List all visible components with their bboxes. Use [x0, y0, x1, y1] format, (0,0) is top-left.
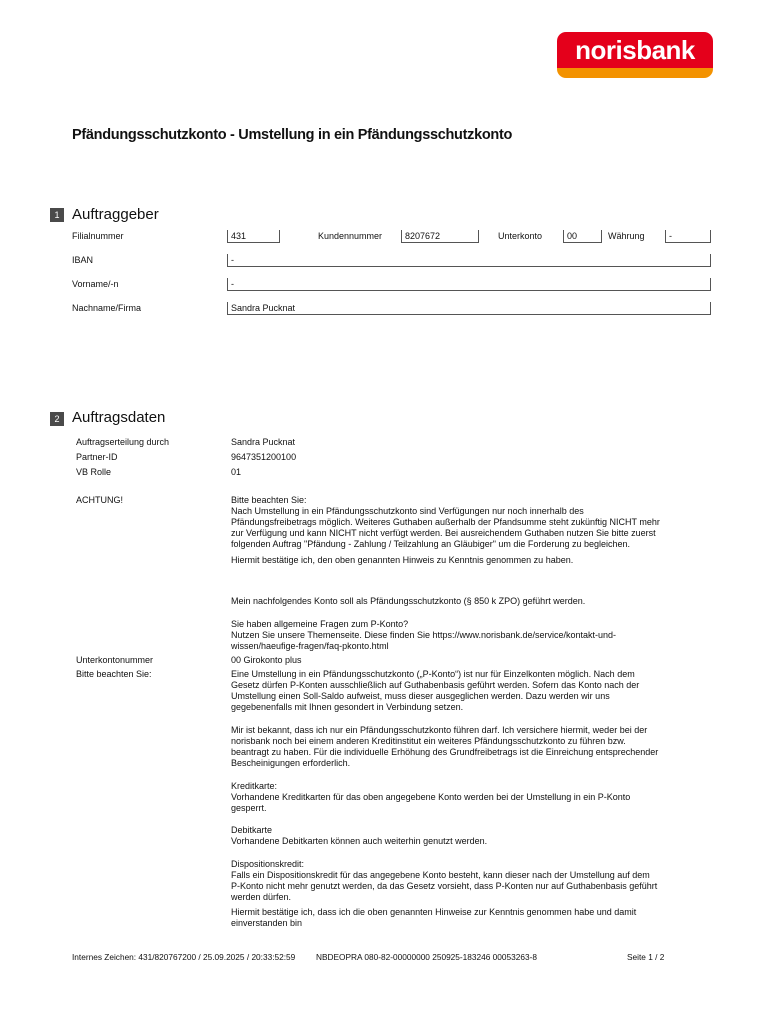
debitkarte-text: Debitkarte Vorhandene Debitkarten können auch weiterhin genutzt werden. — [231, 825, 488, 846]
partner-id-label: Partner-ID — [76, 452, 118, 462]
confirm-notice-2: Hiermit bestätige ich, dass ich die oben genannten Hinweise zur Kenntnis genommen habe und damit einverstanden bin — [231, 907, 637, 928]
footer-internal: Internes Zeichen: 431/820767200 / 25.09.2025 / 20:33:52:59 — [72, 952, 296, 962]
vb-rolle-value: 01 — [231, 467, 242, 477]
achtung-text: Bitte beachten Sie: Nach Umstellung in ein Pfändungsschutzkonto sind Verfügungen nur noch innerhalb des Pfändungsfreibetrags möglich. Weiteres Guthaben außerhalb der Pfandsumme steht zukünftig NICHT mehr zur Verfügung und kann NICHT nicht verfügt werden. Bei ausreichendem Guthaben nutzen Sie bitte zuerst folgenden Auftrag "Pfändung - Zahlung / Teilzahlung an Gläubiger" um die Forderung zu begleichen. — [231, 495, 660, 549]
unterkontonummer-value: 00 Girokonto plus — [231, 655, 302, 665]
filialnummer-field[interactable]: 431 — [227, 230, 280, 243]
confirm-notice-1: Hiermit bestätige ich, den oben genannten Hinweis zu Kenntnis genommen zu haben. — [231, 555, 574, 565]
vb-rolle-label: VB Rolle — [76, 467, 112, 477]
section-2-title: Auftragsdaten — [72, 409, 166, 426]
konto-statement: Mein nachfolgendes Konto soll als Pfändungsschutzkonto (§ 850 k ZPO) geführt werden. — [231, 596, 586, 606]
auftragserteilung-value: Sandra Pucknat — [231, 437, 296, 447]
versicherung-text: Mir ist bekannt, dass ich nur ein Pfändungsschutzkonto führen darf. Ich versichere hiermit, weder bei der norisbank noch bei einem anderen Kreditinstitut ein weiteres Pfändungsschutzkonto zu führen bzw. beantragt zu haben. Für die individuelle Erhöhung des Grundfreibetrags ist die Einreichung entsprechender Bescheinigungen erforderlich. — [231, 725, 659, 768]
logo-orange-bar — [557, 68, 713, 78]
iban-label: IBAN — [72, 255, 94, 265]
section-1-number: 1 — [50, 208, 64, 222]
iban-field[interactable]: - — [227, 254, 711, 267]
bitte-beachten-text: Eine Umstellung in ein Pfändungsschutzkonto („P-Konto“) ist nur für Einzelkonten möglich. Nach dem Gesetz dürfen P-Konten ausschließlich auf Guthabenbasis geführt werden. Sofern das Konto nach der Umstellung einen Soll-Saldo aufweist, muss dieser ausgeglichen werden. Dazu werden wir uns gegebenenfalls mit Ihnen gesondert in Verbindung setzen. — [231, 669, 640, 712]
norisbank-logo — [557, 32, 713, 78]
vorname-label: Vorname/-n — [72, 279, 119, 289]
document-title: Pfändungsschutzkonto - Umstellung in ein Pfändungsschutzkonto — [72, 127, 513, 143]
nachname-field[interactable]: Sandra Pucknat — [227, 302, 711, 315]
kreditkarte-text: Kreditkarte: Vorhandene Kreditkarten für das oben angegebene Konto werden bei der Umstellung in ein P-Konto gesperrt. — [231, 781, 631, 813]
footer-page-number: Seite 1 / 2 — [627, 952, 665, 962]
logo-text: norisbank — [575, 35, 695, 65]
footer-code: NBDEOPRA 080-82-00000000 250925-183246 00053263-8 — [316, 952, 537, 962]
kundennummer-label: Kundennummer — [318, 231, 383, 241]
section-2-number: 2 — [50, 412, 64, 426]
waehrung-field[interactable]: - — [665, 230, 711, 243]
achtung-label: ACHTUNG! — [76, 495, 123, 505]
nachname-label: Nachname/Firma — [72, 303, 142, 313]
unterkontonummer-label: Unterkontonummer — [76, 655, 154, 665]
unterkonto-label: Unterkonto — [498, 231, 543, 241]
waehrung-label: Währung — [608, 231, 645, 241]
unterkonto-field[interactable]: 00 — [563, 230, 602, 243]
partner-id-value: 9647351200100 — [231, 452, 297, 462]
fragen-text: Sie haben allgemeine Fragen zum P-Konto? Nutzen Sie unsere Themenseite. Diese finden Sie https://www.norisbank.de/service/kontakt-und- wissen/haeufige-fragen/faq-pkonto.html — [231, 619, 617, 651]
vorname-field[interactable]: - — [227, 278, 711, 291]
bitte-beachten-label: Bitte beachten Sie: — [76, 669, 152, 679]
dispositionskredit-text: Dispositionskredit: Falls ein Dispositionskredit für das angegebene Konto besteht, kann dieser nach der Umstellung auf dem P-Konto nicht mehr genutzt werden, da das Gesetz vorsieht, dass P-Konten nur auf Guthabenbasis geführt werden dürfen. — [231, 859, 658, 902]
filialnummer-label: Filialnummer — [72, 231, 124, 241]
auftragserteilung-label: Auftragserteilung durch — [76, 437, 170, 447]
kundennummer-field[interactable]: 8207672 — [401, 230, 479, 243]
section-1-title: Auftraggeber — [72, 206, 159, 223]
